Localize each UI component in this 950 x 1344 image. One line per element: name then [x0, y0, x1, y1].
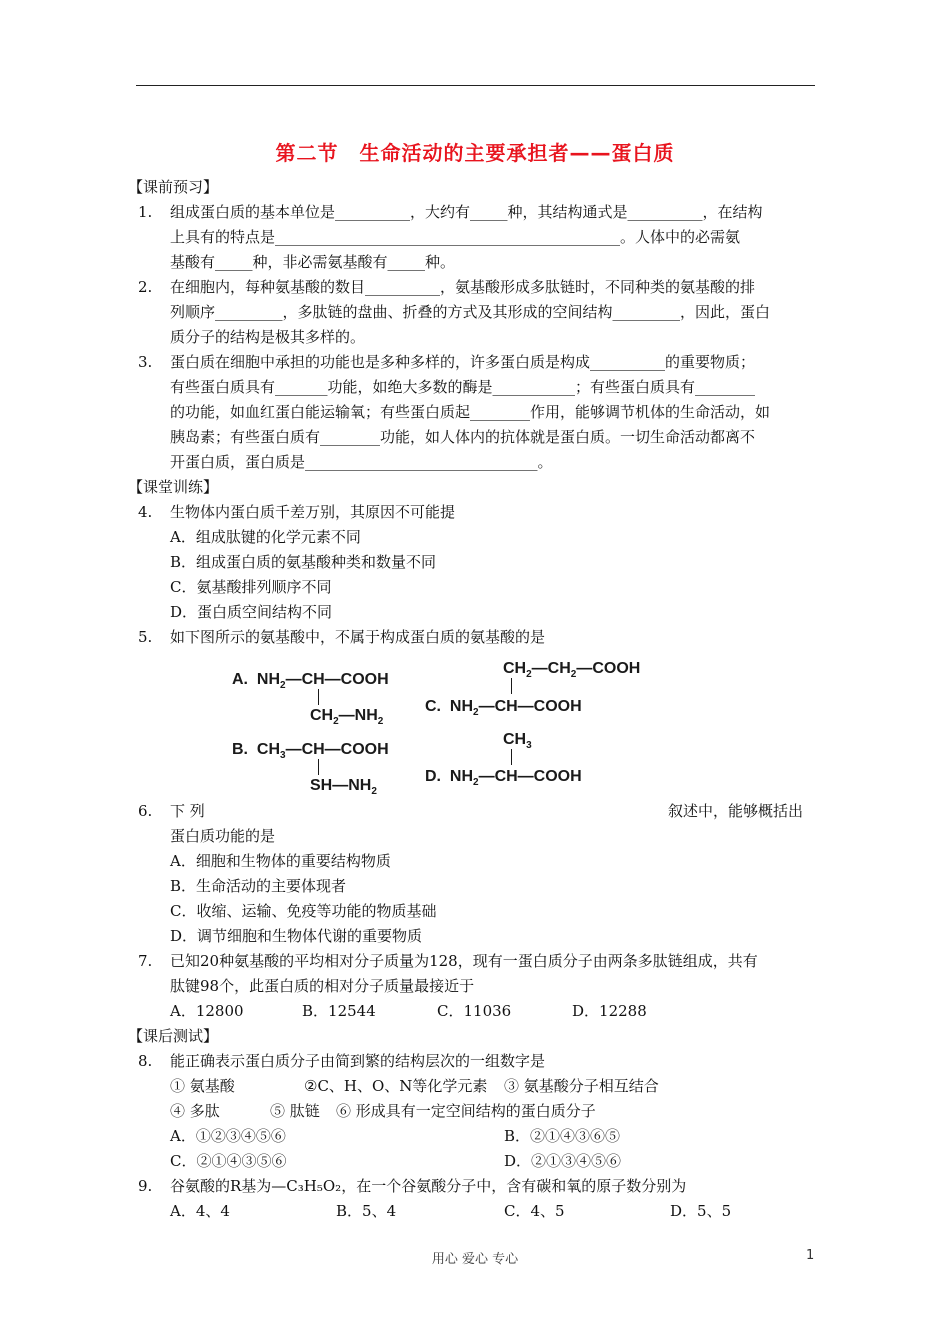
- q3-line2: 有些蛋白质具有_______功能，如绝大多数的酶是___________；有些蛋白质具有________: [170, 378, 756, 396]
- q6-option-b: B．生命活动的主要体现者: [170, 877, 347, 895]
- q5-number: 5.: [138, 628, 153, 646]
- q4-stem: 生物体内蛋白质千差万别，其原因不可能提: [170, 503, 456, 521]
- q7-option-c: C．11036: [437, 1002, 512, 1020]
- q8-item-2: ②C、H、O、N等化学元素: [304, 1077, 488, 1095]
- formula-c: C. $NH_2—CH—COOH$: [425, 698, 582, 719]
- q6-number: 6.: [138, 802, 153, 820]
- q2-line2: 列顺序_________，多肽链的盘曲、折叠的方式及其形成的空间结构_________，因此，蛋白: [170, 303, 771, 321]
- q9-number: 9.: [138, 1177, 153, 1195]
- footer-text: 用心 爱心 专心: [431, 1252, 519, 1267]
- formula-c-bond: [511, 678, 512, 694]
- q4-option-c: C．氨基酸排列顺序不同: [170, 578, 332, 596]
- q7-line1: 已知20种氨基酸的平均相对分子质量为128，现有一蛋白质分子由两条多肽链组成，共有: [170, 952, 758, 970]
- q8-stem: 能正确表示蛋白质分子由简到繁的结构层次的一组数字是: [170, 1052, 546, 1070]
- formula-a: A. $NH_2—CH—COOH$: [232, 671, 389, 692]
- q6-line1b: 叙述中，能够概括出: [668, 802, 804, 820]
- q3-line5: 开蛋白质，蛋白质是_______________________________。: [170, 453, 553, 471]
- q6-line1a: 下 列: [170, 802, 205, 820]
- q7-number: 7.: [138, 952, 153, 970]
- q8-number: 8.: [138, 1052, 153, 1070]
- q8-item-5: ⑤ 肽链: [270, 1102, 320, 1120]
- q7-option-d: D．12288: [572, 1002, 647, 1020]
- q3-number: 3.: [138, 353, 153, 371]
- q8-option-c: C．②①④③⑤⑥: [170, 1152, 287, 1170]
- q3-line4: 胰岛素；有些蛋白质有________功能，如人体内的抗体就是蛋白质。一切生命活动都离不: [170, 428, 756, 446]
- q8-item-3: ③ 氨基酸分子相互结合: [504, 1077, 659, 1095]
- q1-line1: 组成蛋白质的基本单位是__________，大约有_____种，其结构通式是__________，在结构: [170, 203, 763, 221]
- q7-option-a: A．12800: [170, 1002, 244, 1020]
- formula-d: D. $NH_2—CH—COOH$: [425, 768, 582, 789]
- formula-a-sidechain: $CH_2—NH_2$: [310, 707, 384, 728]
- q8-item-1: ① 氨基酸: [170, 1077, 235, 1095]
- q4-option-b: B．组成蛋白质的氨基酸种类和数量不同: [170, 553, 437, 571]
- q9-option-c: C．4、5: [504, 1202, 565, 1220]
- q4-option-d: D．蛋白质空间结构不同: [170, 603, 333, 621]
- formula-a-bond: [318, 689, 319, 705]
- q9-stem: 谷氨酸的R基为—C₃H₅O₂，在一个谷氨酸分子中，含有碳和氧的原子数分别为: [170, 1177, 687, 1195]
- q2-line1: 在细胞内，每种氨基酸的数目__________，氨基酸形成多肽链时，不同种类的氨基酸的排: [170, 278, 756, 296]
- section-after: 【课后测试】: [128, 1027, 219, 1045]
- q8-option-a: A．①②③④⑤⑥: [170, 1127, 286, 1145]
- q9-option-a: A．4、4: [170, 1202, 230, 1220]
- q8-item-4: ④ 多肽: [170, 1102, 220, 1120]
- page-number: 1: [806, 1248, 815, 1263]
- q6-option-d: D．调节细胞和生物体代谢的重要物质: [170, 927, 423, 945]
- section-classroom: 【课堂训练】: [128, 478, 219, 496]
- q4-number: 4.: [138, 503, 153, 521]
- q9-option-b: B．5、4: [336, 1202, 397, 1220]
- q1-line3: 基酸有_____种，非必需氨基酸有_____种。: [170, 253, 456, 271]
- formula-b-sidechain: $SH—NH_2$: [310, 777, 377, 798]
- q1-number: 1.: [138, 203, 153, 221]
- q4-option-a: A．组成肽键的化学元素不同: [170, 528, 361, 546]
- q5-stem: 如下图所示的氨基酸中，不属于构成蛋白质的氨基酸的是: [170, 628, 546, 646]
- formula-d-sidechain: $CH_3$: [503, 731, 532, 752]
- q8-option-d: D．②①③④⑤⑥: [504, 1152, 622, 1170]
- formula-b-bond: [318, 759, 319, 775]
- formula-d-bond: [511, 749, 512, 765]
- q7-option-b: B．12544: [302, 1002, 376, 1020]
- header-rule: [136, 85, 815, 86]
- q3-line3: 的功能，如血红蛋白能运输氧；有些蛋白质起________作用，能够调节机体的生命活动，如: [170, 403, 771, 421]
- formula-c-sidechain: $CH_2—CH_2—COOH$: [503, 660, 641, 681]
- q6-option-c: C．收缩、运输、免疫等功能的物质基础: [170, 902, 437, 920]
- q8-option-b: B．②①④③⑥⑤: [504, 1127, 621, 1145]
- q7-line2: 肽键98个，此蛋白质的相对分子质量最接近于: [170, 977, 475, 995]
- formula-b: B. $CH_3—CH—COOH$: [232, 741, 389, 762]
- q2-number: 2.: [138, 278, 153, 296]
- q3-line1: 蛋白质在细胞中承担的功能也是多种多样的，许多蛋白质是构成__________的重要物质；: [170, 353, 756, 371]
- q8-item-6: ⑥ 形成具有一定空间结构的蛋白质分子: [336, 1102, 596, 1120]
- q9-option-d: D．5、5: [670, 1202, 732, 1220]
- page-title: 第二节 生命活动的主要承担者——蛋白质: [275, 141, 675, 165]
- section-preview: 【课前预习】: [128, 178, 219, 196]
- q1-line2: 上具有的特点是______________________________________________。人体中的必需氨: [170, 228, 741, 246]
- q6-option-a: A．细胞和生物体的重要结构物质: [170, 852, 391, 870]
- q6-line2: 蛋白质功能的是: [170, 827, 276, 845]
- q2-line3: 质分子的结构是极其多样的。: [170, 328, 366, 346]
